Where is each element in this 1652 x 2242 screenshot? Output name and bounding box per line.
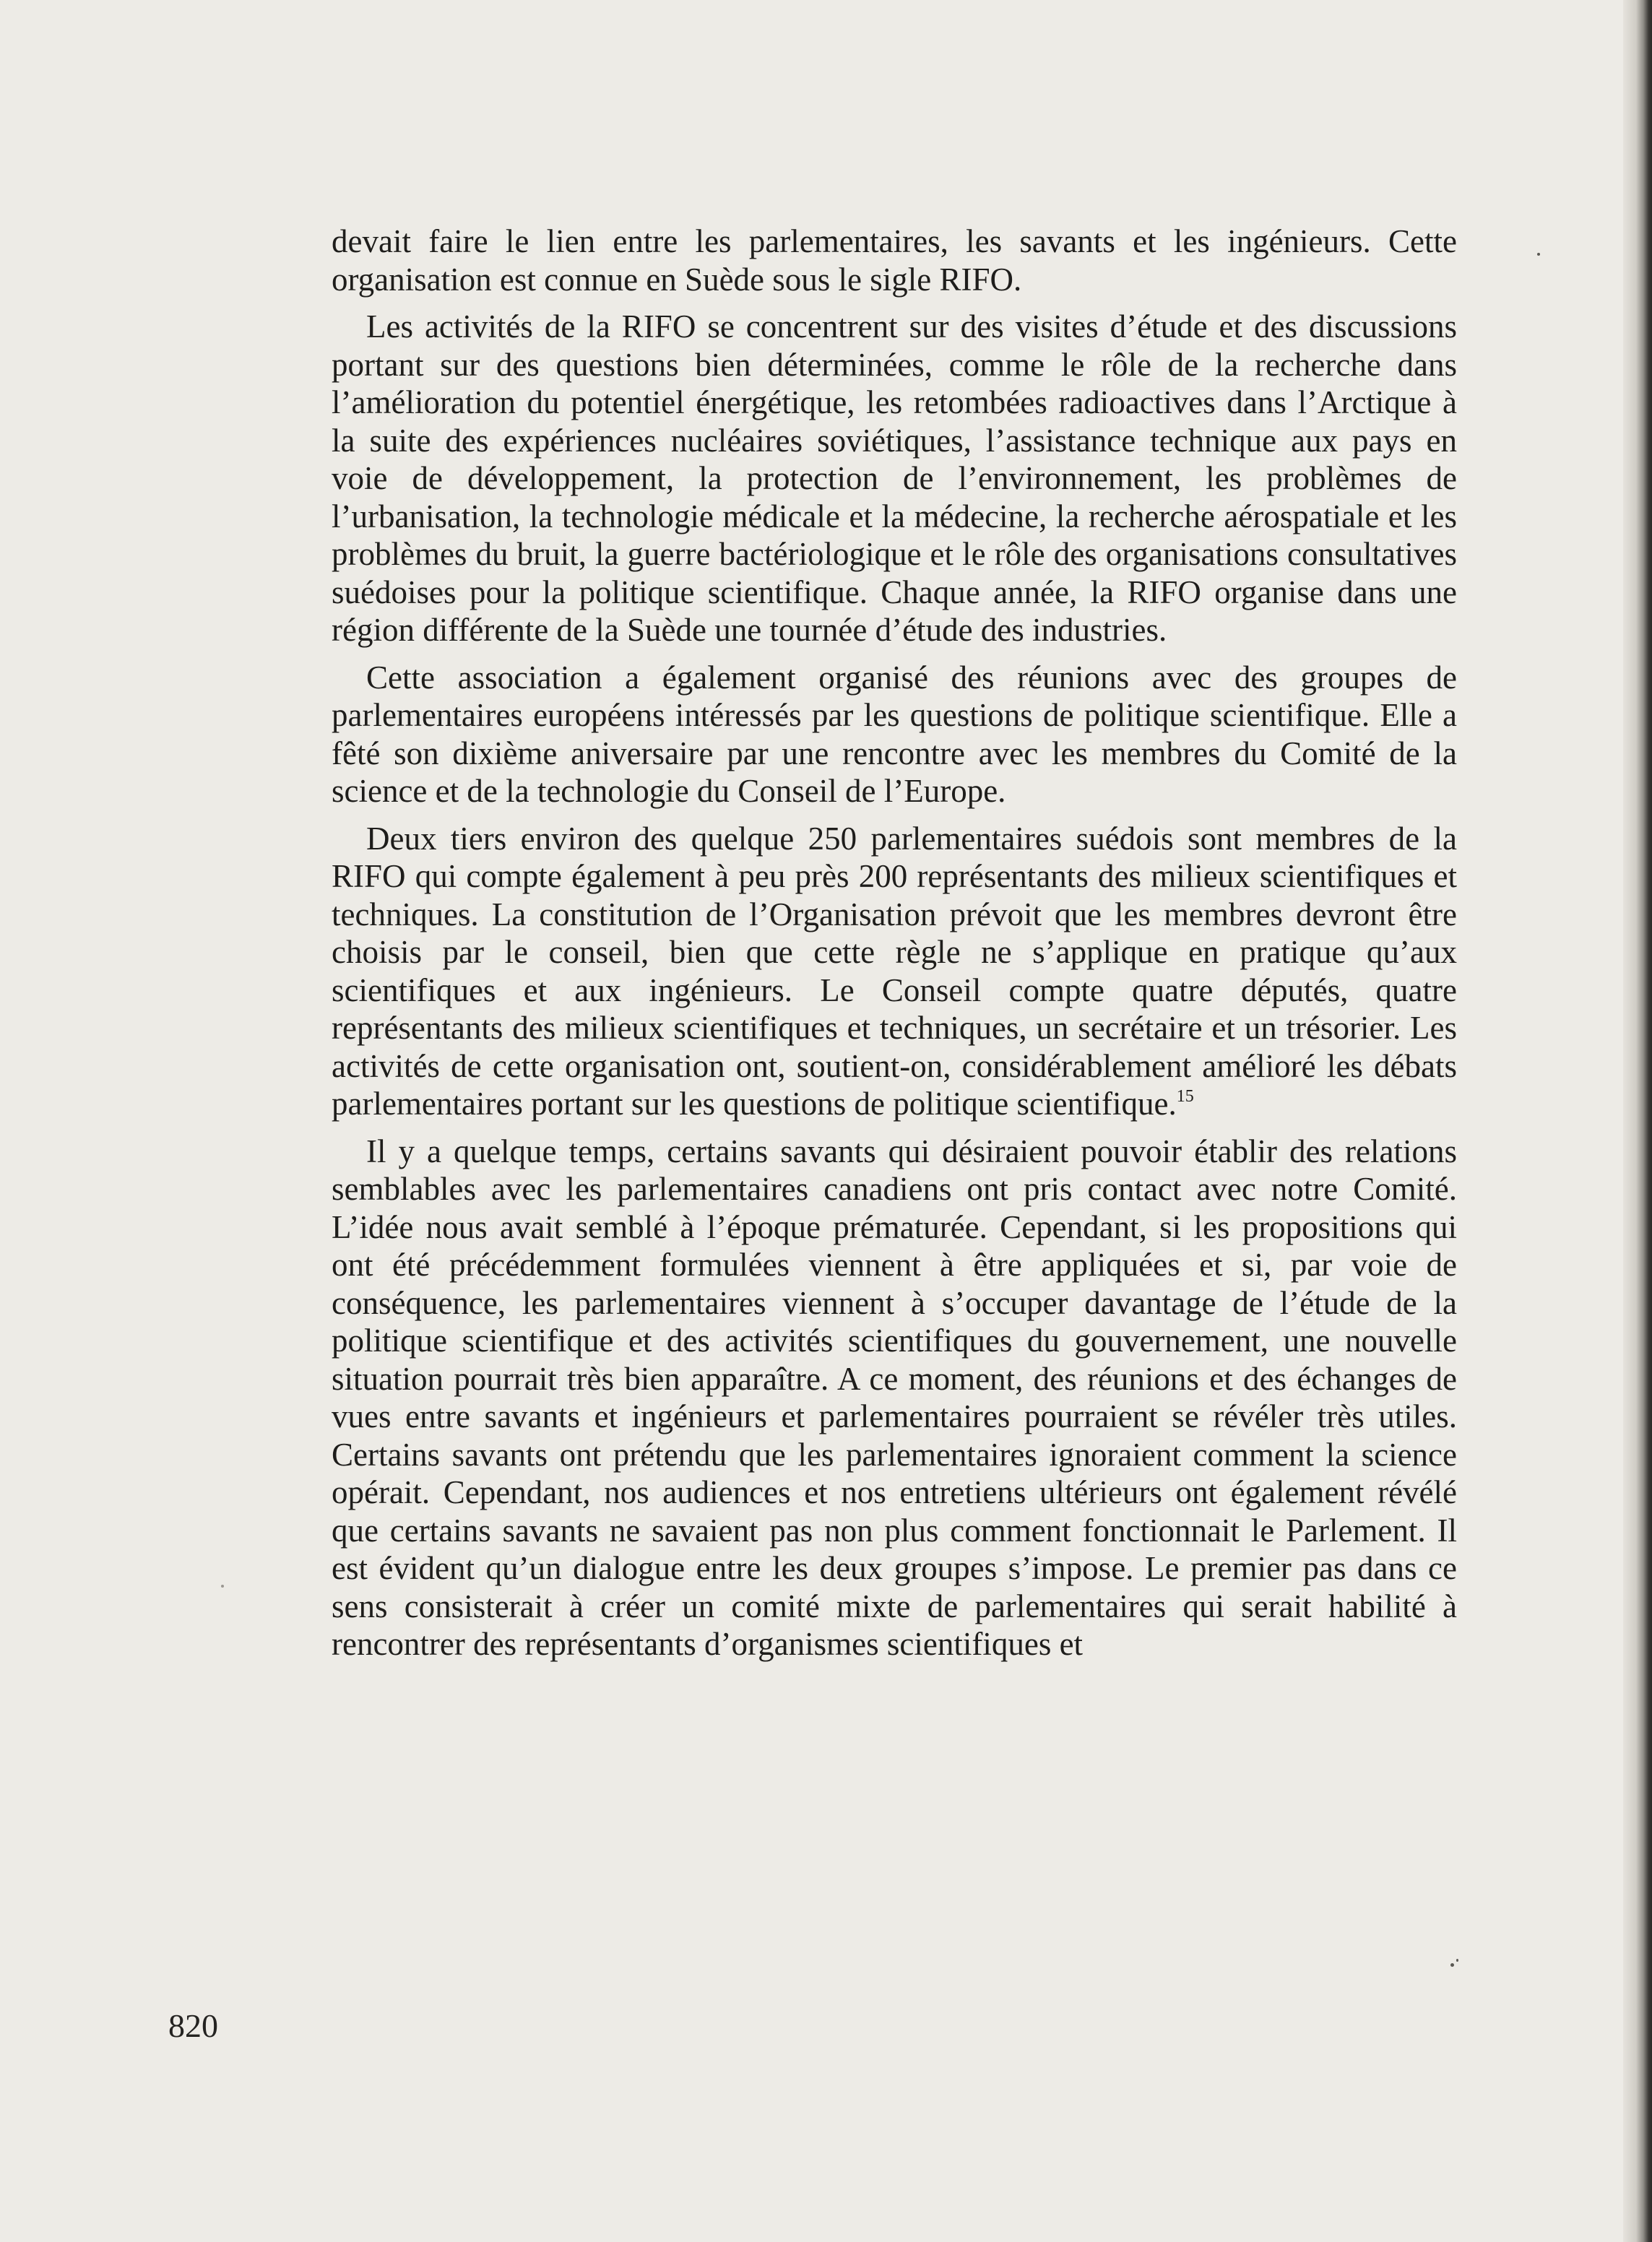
paragraph-continuation: devait faire le lien entre les parlementaires, les savants et les ingénieurs. Cette organisation est connue en Suède sous le sigle RIFO. <box>332 223 1457 298</box>
paragraph-canadian-relations: Il y a quelque temps, certains savants qui désiraient pouvoir établir des relations semblables avec les parlementaires canadiens ont pris contact avec notre Comité. L’idée nous avait semblé à l’époque prématurée. Cependant, si les propositions qui ont été précédemment formulées viennent à être appliquées et si, par voie de conséquence, les parlementaires viennent à s’occuper davantage de l’étude de la politique scientifique et des activités scientifiques du gouvernement, une nouvelle situation pourrait très bien apparaître. A ce moment, des réunions et des échanges de vues entre savants et ingénieurs et parlementaires pourraient se révéler très utiles. Certains savants ont prétendu que les parlementaires ignoraient comment la science opérait. Cependant, nos audiences et nos entretiens ultérieurs ont également révélé que certains savants ne savaient pas non plus comment fonctionnait le Parlement. Il est évident qu’un dialogue entre les deux groupes s’impose. Le premier pas dans ce sens consisterait à créer un comité mixte de parlementaires qui serait habilité à rencontrer des représentants d’organismes scientifiques et <box>332 1133 1457 1662</box>
scan-speck <box>1450 1963 1454 1967</box>
paragraph-european-meetings: Cette association a également organisé des réunions avec des groupes de parlementaires européens intéressés par les questions de politique scientifique. Elle a fêté son dixième aniversaire par une rencontre avec les membres du Comité de la science et de la technologie du Conseil de l’Europe. <box>332 659 1457 809</box>
body-text <box>332 222 1457 1663</box>
scan-speck <box>1537 253 1540 256</box>
page-number: 820 <box>168 2007 218 2044</box>
book-spine-shadow <box>1623 0 1652 2242</box>
paragraph-membership <box>332 820 1457 1123</box>
paragraph-membership-text: Deux tiers environ des quelque 250 parlementaires suédois sont membres de la RIFO qui compte également à peu près 200 représentants des milieux scientifiques et techniques. La constitution de l’Organisation prévoit que les membres devront être choisis par le conseil, bien que cette règle ne s’applique en pratique qu’aux scientifiques et aux ingénieurs. Le Conseil compte quatre députés, quatre représentants des milieux scientifiques et techniques, un secrétaire et un trésorier. Les activités de cette organisation ont, soutient-on, considérablement amélioré les débats parlementaires portant sur les questions de politique scientifique. <box>332 820 1457 1122</box>
scan-speck <box>1456 1959 1458 1962</box>
paragraph-rifo-activities: Les activités de la RIFO se concentrent sur des visites d’étude et des discussions portant sur des questions bien déterminées, comme le rôle de la recherche dans l’amélioration du potentiel énergétique, les retombées radioactives dans l’Arctique à la suite des expériences nucléaires soviétiques, l’assistance technique aux pays en voie de développement, la protection de l’environnement, les problèmes de l’urbanisation, la technologie médicale et la médecine, la recherche aérospatiale et les problèmes du bruit, la guerre bactériologique et le rôle des organisations consultatives suédoises pour la politique scientifique. Chaque année, la RIFO organise dans une région différente de la Suède une tournée d’étude des industries. <box>332 308 1457 648</box>
footnote-marker: 15 <box>1176 1087 1194 1106</box>
scan-speck <box>221 1585 224 1588</box>
